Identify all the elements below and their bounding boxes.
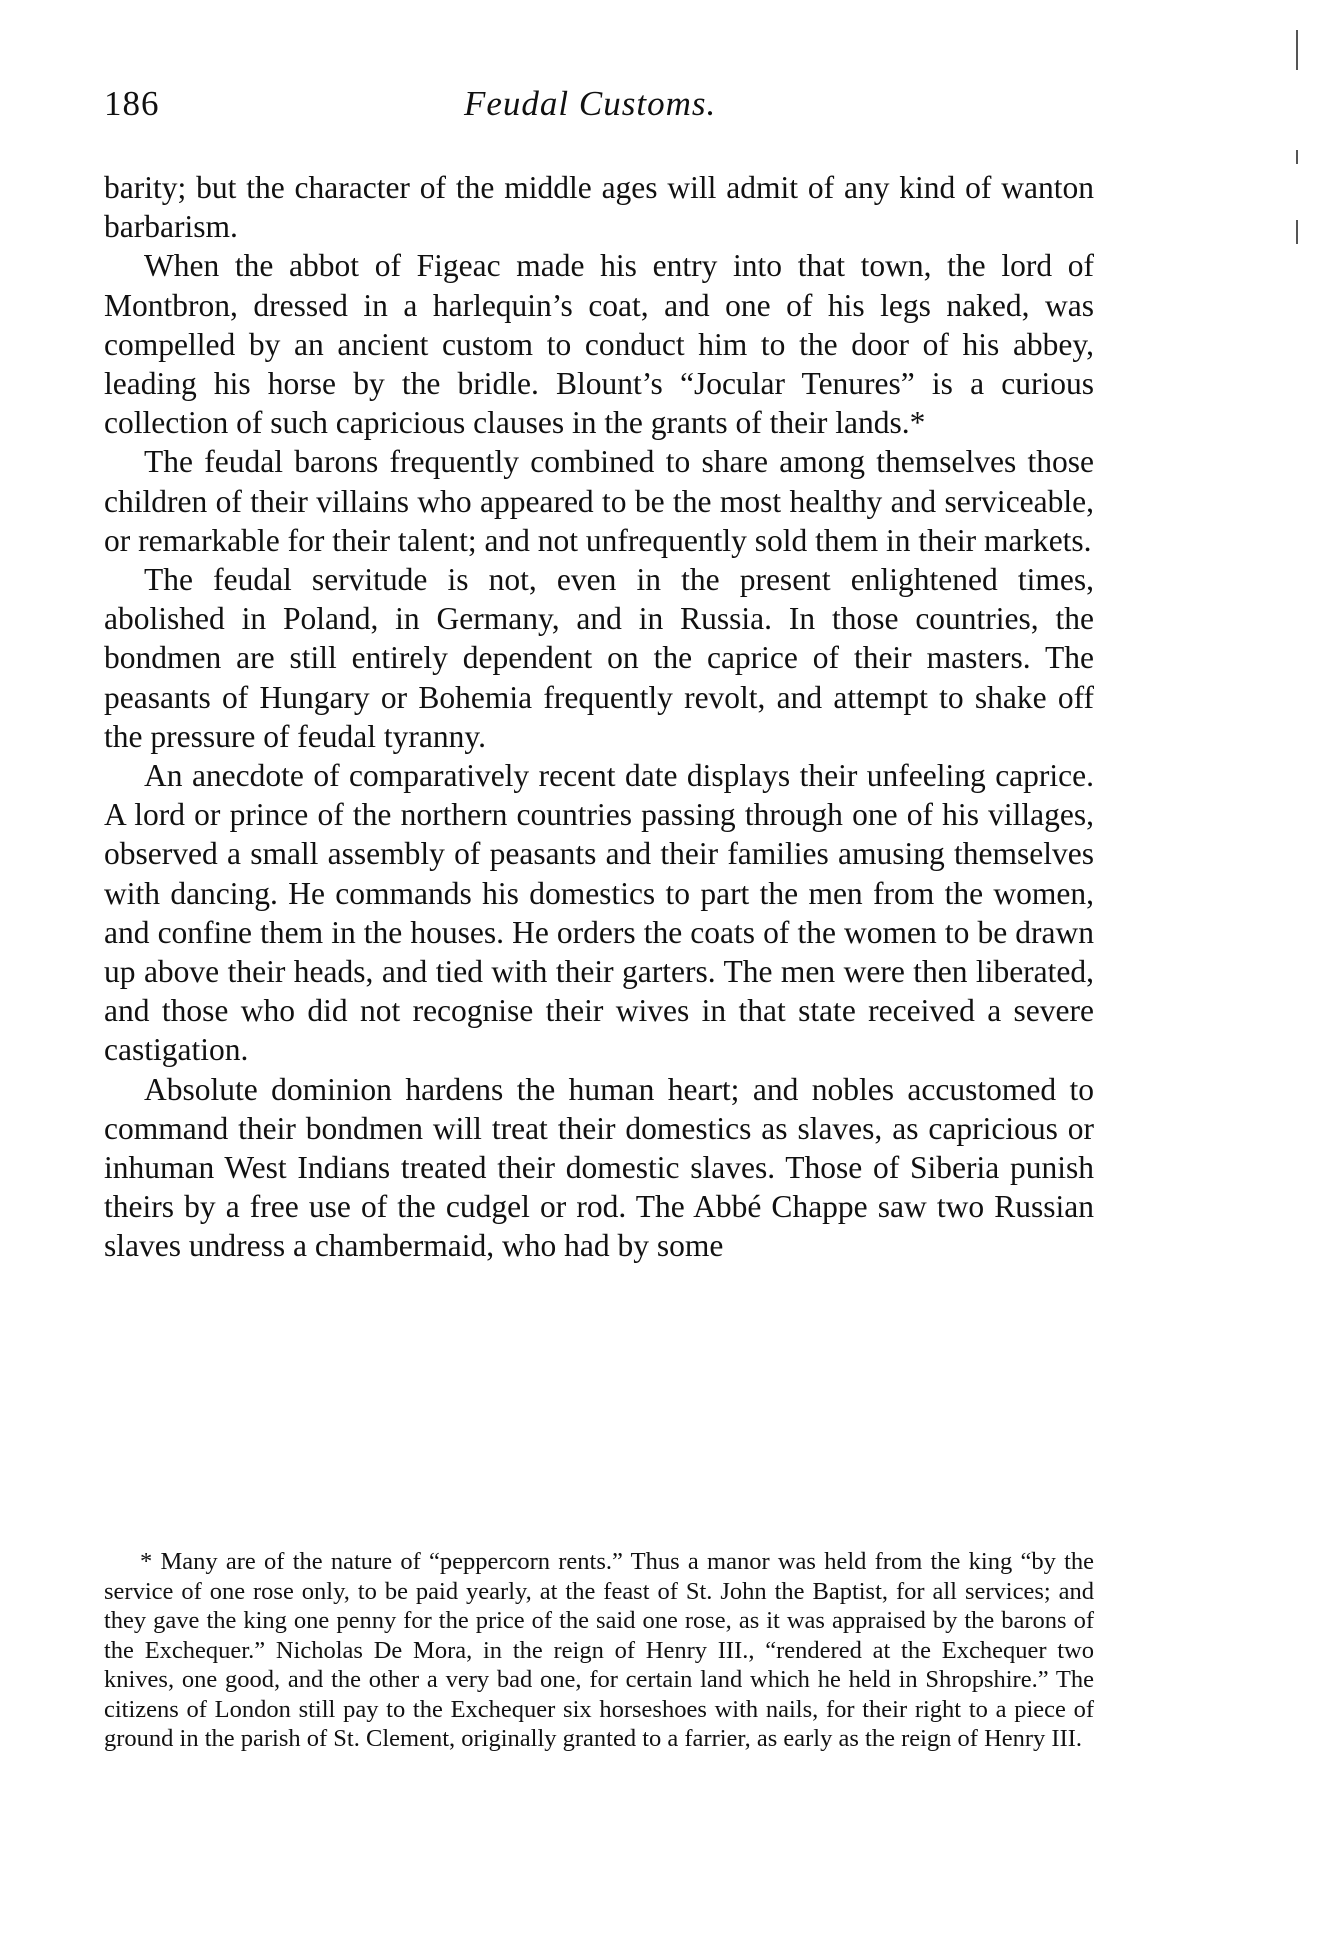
footnote bbox=[104, 1547, 1094, 1754]
paragraph: When the abbot of Figeac made his entry into that town, the lord of Montbron, dressed in a harlequin’s coat, and one of his legs naked, was compelled by an ancient custom to conduct him to the door of his abbey, leading his horse by the bridle. Blount’s “Jocular Tenures” is a curious collection of such capricious clauses in the grants of their lands.* bbox=[104, 248, 1094, 441]
footnote-marker: * bbox=[140, 1548, 153, 1575]
paragraph: The feudal servitude is not, even in the present enlightened times, abolished in Poland, in Germany, and in Russia. In those countries, the bondmen are still entirely dependent on the caprice of their masters. The peasants of Hungary or Bohemia frequently revolt, and attempt to shake off the pressure of feudal tyranny. bbox=[104, 562, 1094, 754]
running-title: Feudal Customs. bbox=[464, 84, 717, 123]
body-text bbox=[104, 168, 1094, 1266]
footnote-paragraph bbox=[104, 1547, 1094, 1754]
paragraph-continued: barity; but the character of the middle ages will admit of any kind of wanton barbarism. bbox=[104, 170, 1094, 245]
page-number: 186 bbox=[104, 84, 160, 123]
paragraph: Absolute dominion hardens the human heart; and nobles accustomed to command their bondmen will treat their domestics as slaves, as capricious or inhuman West Indians treated their domestic slaves. Those of Siberia punish theirs by a free use of the cudgel or rod. The Abbé Chappe saw two Russian slaves undress a chambermaid, who had by some bbox=[104, 1071, 1094, 1264]
paragraph: An anecdote of comparatively recent date displays their unfeeling caprice. A lord or prince of the northern countries passing through one of his villages, observed a small assembly of peasants and their families amusing themselves with dancing. He commands his domestics to part the men from the women, and confine them in the houses. He orders the coats of the women to be drawn up above their heads, and tied with their garters. The men were then liberated, and those who did not recognise their wives in that state received a severe castigation. bbox=[104, 758, 1094, 1068]
margin-scan-marks bbox=[1296, 30, 1302, 330]
footnote-text: Many are of the nature of “peppercorn rents.” Thus a manor was held from the king “by the service of one rose only, to be paid yearly, at the feast of St. John the Baptist, for all services; and they gave the king one penny for the price of the said one rose, as it was appraised by the barons of the Exchequer.” Nicholas De Mora, in the reign of Henry III., “rendered at the Exchequer two knives, one good, and the other a very bad one, for certain land which he held in Shropshire.” The citizens of London still pay to the Exchequer six horseshoes with nails, for their right to a piece of ground in the parish of St. Clement, originally granted to a farrier, as early as the reign of Henry III. bbox=[104, 1548, 1094, 1752]
running-head bbox=[104, 84, 1104, 134]
paragraph: The feudal barons frequently combined to share among themselves those children of their villains who appeared to be the most healthy and serviceable, or remarkable for their talent; and not unfrequently sold them in their markets. bbox=[104, 444, 1094, 558]
